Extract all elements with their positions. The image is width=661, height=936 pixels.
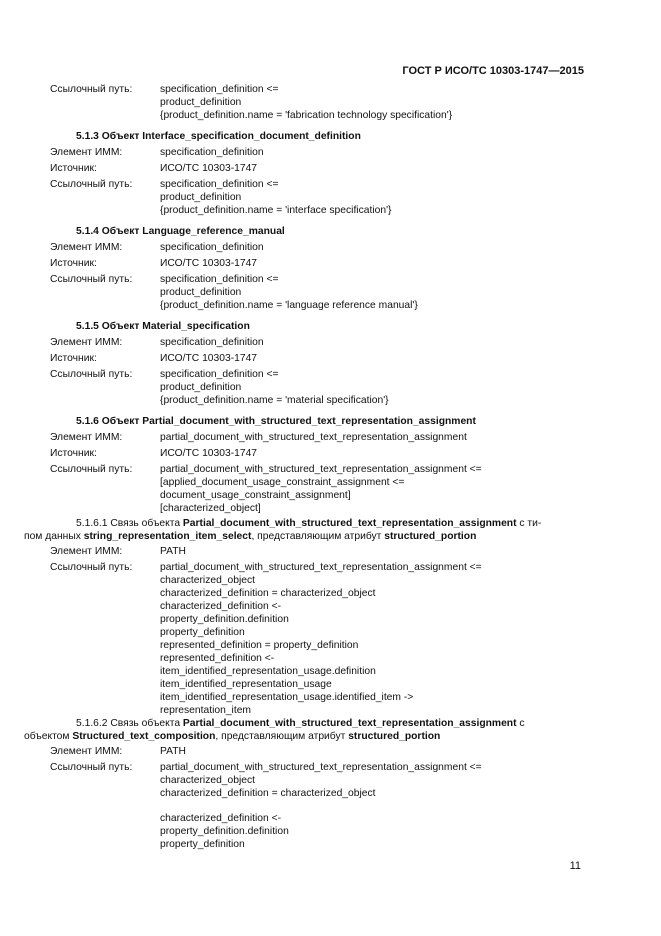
subsection-paragraph: 5.1.6.1 Связь объекта Partial_document_with_structured_text_representation_assignment с ти- пом данных string_representation_item_select, представляющим атрибут structured_portion	[24, 518, 542, 542]
source-label: Источник:	[50, 163, 97, 174]
path-line: document_usage_constraint_assignment]	[160, 490, 351, 501]
path-line: characterized_definition = characterized_object	[160, 588, 376, 599]
path-label: Ссылочный путь:	[50, 274, 133, 285]
path-line: product_definition	[160, 382, 242, 393]
path-line: item_identified_representation_usage.definition	[160, 666, 376, 677]
element-label: Элемент ИММ:	[50, 746, 123, 757]
page-number: 11	[569, 860, 581, 872]
source-value: ИСО/ТС 10303-1747	[160, 353, 258, 364]
element-value: partial_document_with_structured_text_representation_assignment	[160, 432, 467, 443]
source-label: Источник:	[50, 258, 97, 269]
document-header: ГОСТ Р ИСО/ТС 10303-1747—2015	[402, 65, 584, 77]
path-line: partial_document_with_structured_text_representation_assignment <=	[160, 464, 482, 475]
path-label: Ссылочный путь:	[50, 464, 133, 475]
section-heading: 5.1.6 Объект Partial_document_with_structured_text_representation_assignment	[76, 416, 476, 427]
element-label: Элемент ИММ:	[50, 242, 123, 253]
path-line: characterized_definition = characterized_object	[160, 788, 376, 799]
source-label: Источник:	[50, 353, 97, 364]
source-label: Источник:	[50, 448, 97, 459]
path-line: represented_definition <-	[160, 653, 275, 664]
path-label: Ссылочный путь:	[50, 369, 133, 380]
path-line: specification_definition <=	[160, 369, 279, 380]
source-value: ИСО/ТС 10303-1747	[160, 448, 258, 459]
element-value: PATH	[160, 746, 186, 757]
element-label: Элемент ИММ:	[50, 432, 123, 443]
path-line: [applied_document_usage_constraint_assignment <=	[160, 477, 405, 488]
path-line: property_definition.definition	[160, 614, 289, 625]
path-line: specification_definition <=	[160, 274, 279, 285]
element-value: PATH	[160, 546, 186, 557]
path-line: property_definition.definition	[160, 826, 289, 837]
source-value: ИСО/ТС 10303-1747	[160, 258, 258, 269]
path-line: represented_definition = property_definition	[160, 640, 359, 651]
section-heading: 5.1.4 Объект Language_reference_manual	[76, 226, 285, 237]
path-line: characterized_definition <-	[160, 813, 282, 824]
path-line: characterized_object	[160, 775, 256, 786]
path-line: item_identified_representation_usage	[160, 679, 332, 690]
path-label: Ссылочный путь:	[50, 84, 133, 95]
path-label: Ссылочный путь:	[50, 179, 133, 190]
path-line: partial_document_with_structured_text_representation_assignment <=	[160, 762, 482, 773]
element-value: specification_definition	[160, 147, 264, 158]
path-label: Ссылочный путь:	[50, 762, 133, 773]
path-line: partial_document_with_structured_text_representation_assignment <=	[160, 562, 482, 573]
path-line: representation_item	[160, 705, 252, 716]
path-line: specification_definition <=	[160, 84, 279, 95]
section-heading: 5.1.3 Объект Interface_specification_document_definition	[76, 131, 361, 142]
section-heading: 5.1.5 Объект Material_specification	[76, 321, 250, 332]
path-line: product_definition	[160, 97, 242, 108]
path-line: property_definition	[160, 839, 245, 850]
element-label: Элемент ИММ:	[50, 546, 123, 557]
path-line: characterized_object	[160, 575, 256, 586]
source-value: ИСО/ТС 10303-1747	[160, 163, 258, 174]
subsection-paragraph: 5.1.6.2 Связь объекта Partial_document_with_structured_text_representation_assignment с объектом Structured_text_composition, представляющим атрибут structured_portion	[24, 718, 525, 742]
element-value: specification_definition	[160, 337, 264, 348]
path-line: specification_definition <=	[160, 179, 279, 190]
path-line: {product_definition.name = 'language reference manual'}	[160, 300, 418, 311]
path-line: product_definition	[160, 287, 242, 298]
element-label: Элемент ИММ:	[50, 147, 123, 158]
path-line: item_identified_representation_usage.identified_item ->	[160, 692, 414, 703]
path-line: product_definition	[160, 192, 242, 203]
path-line: characterized_definition <-	[160, 601, 282, 612]
path-line: [characterized_object]	[160, 503, 261, 514]
path-line: {product_definition.name = 'material specification'}	[160, 395, 389, 406]
path-line: {product_definition.name = 'interface specification'}	[160, 205, 392, 216]
element-label: Элемент ИММ:	[50, 337, 123, 348]
path-line: property_definition	[160, 627, 245, 638]
path-line: {product_definition.name = 'fabrication technology specification'}	[160, 110, 453, 121]
path-label: Ссылочный путь:	[50, 562, 133, 573]
element-value: specification_definition	[160, 242, 264, 253]
